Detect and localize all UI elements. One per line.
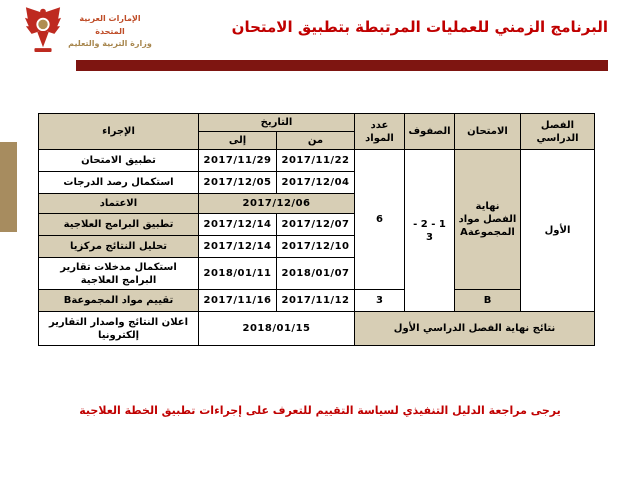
logo-ministry-name: وزارة التربية والتعليم [68, 39, 152, 49]
grades-value: 1 - 2 - 3 [405, 150, 455, 312]
title-underline-bar [76, 60, 608, 71]
procedure-cell: استكمال رصد الدرجات [39, 172, 199, 194]
date-to-cell: 2017/12/05 [199, 172, 277, 194]
table-row [39, 312, 595, 346]
exam-schedule-table [38, 113, 595, 346]
date-from-cell: 2017/11/22 [277, 150, 355, 172]
col-header-exam: الامتحان [455, 114, 521, 150]
col-header-procedure: الإجراء [39, 114, 199, 150]
exam-group-b-cell: B [455, 290, 521, 312]
date-merged-cell: 2018/01/15 [199, 312, 355, 346]
procedure-cell: تطبيق البرامج العلاجية [39, 214, 199, 236]
page-title: البرنامج الزمني للعمليات المرتبطة بتطبيق الامتحان [231, 18, 608, 36]
date-from-cell: 2017/11/12 [277, 290, 355, 312]
date-to-cell: 2017/11/16 [199, 290, 277, 312]
semester-value: الأول [521, 150, 595, 312]
date-to-cell: 2017/11/29 [199, 150, 277, 172]
date-to-cell: 2017/12/14 [199, 236, 277, 258]
col-header-date: التاريخ [199, 114, 355, 132]
col-header-subjects: عدد المواد [355, 114, 405, 150]
col-header-grades: الصفوف [405, 114, 455, 150]
procedure-cell: تقييم مواد المجموعةB [39, 290, 199, 312]
table-row [39, 290, 595, 312]
date-merged-cell: 2017/12/06 [199, 194, 355, 214]
left-accent-bar [0, 142, 17, 232]
semester-results-cell: نتائج نهاية الفصل الدراسي الأول [355, 312, 595, 346]
ministry-logo-text [67, 13, 153, 51]
date-from-cell: 2017/12/07 [277, 214, 355, 236]
ministry-logo [24, 5, 153, 59]
procedure-cell: الاعتماد [39, 194, 199, 214]
date-to-cell: 2017/12/14 [199, 214, 277, 236]
procedure-cell: تحليل النتائج مركزيا [39, 236, 199, 258]
table-row [39, 150, 595, 172]
subjects-count-a: 6 [355, 150, 405, 290]
procedure-cell: تطبيق الامتحان [39, 150, 199, 172]
col-header-date-to: إلى [199, 132, 277, 150]
exam-group-a-cell: نهاية الفصل مواد المجموعةA [455, 150, 521, 290]
subjects-count-b: 3 [355, 290, 405, 312]
footer-note: يرجى مراجعة الدليل التنفيذي لسياسة التقييم للتعرف على إجراءات تطبيق الخطة العلاجية [79, 404, 561, 417]
col-header-semester: الفصل الدراسي [521, 114, 595, 150]
procedure-cell: اعلان النتائج واصدار التقارير إلكترونيا [39, 312, 199, 346]
logo-country-name: الإمارات العربية المتحدة [79, 13, 141, 36]
date-from-cell: 2018/01/07 [277, 258, 355, 290]
uae-falcon-emblem-icon [24, 5, 62, 59]
procedure-cell: استكمال مدخلات تقارير البرامج العلاجية [39, 258, 199, 290]
date-to-cell: 2018/01/11 [199, 258, 277, 290]
col-header-date-from: من [277, 132, 355, 150]
date-from-cell: 2017/12/04 [277, 172, 355, 194]
date-from-cell: 2017/12/10 [277, 236, 355, 258]
